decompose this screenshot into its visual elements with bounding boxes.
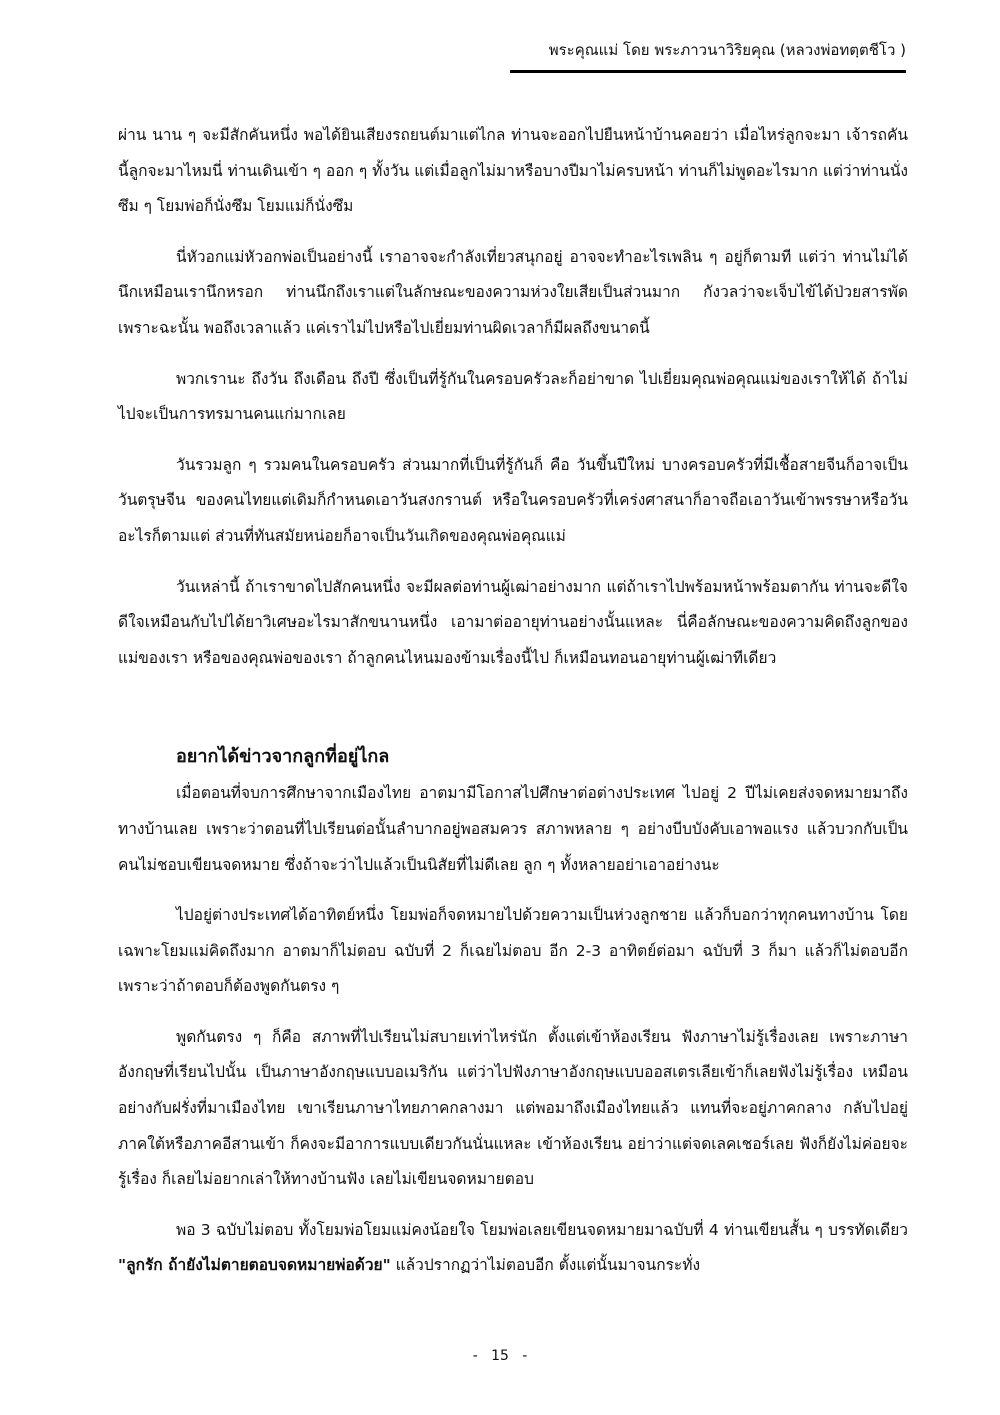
paragraph: นี่หัวอกแม่หัวอกพ่อเป็นอย่างนี้ เราอาจจะกำลังเที่ยวสนุกอยู่ อาจจะทำอะไรเพลิน ๆ อยู่ก็ตามที แต่ว่า ท่านไม่ได้นึกเหมือนเรานึกหรอก ท่านนึกถึงเราแต่ในลักษณะของความห่วงใยเสียเป็นส่วนมาก กังวลว่าจะเจ็บไข้ได้ป่วยสารพัด เพราะฉะนั้น พอถึงเวลาแล้ว แค่เราไม่ไปหรือไปเยี่ยมท่านผิดเวลาก็มีผลถึงขนาดนี้ (118, 247, 908, 337)
paragraph: วันรวมลูก ๆ รวมคนในครอบครัว ส่วนมากที่เป็นที่รู้กันก็ คือ วันขึ้นปีใหม่ บางครอบครัวที่มีเชื้อสายจีนก็อาจเป็นวันตรุษจีน ของคนไทยแต่เดิมก็กำหนดเอาวันสงกรานต์ หรือในครอบครัวที่เคร่งศาสนาก็อาจถือเอาวันเข้าพรรษาหรือวันอะไรก็ตามแต่ ส่วนที่ทันสมัยหน่อยก็อาจเป็นวันเกิดของคุณพ่อคุณแม่ (118, 455, 908, 545)
header-rule (510, 70, 906, 73)
paragraph: พูดกันตรง ๆ ก็คือ สภาพที่ไปเรียนไม่สบายเท่าไหร่นัก ตั้งแต่เข้าห้องเรียน ฟังภาษาไม่รู้เรื่องเลย เพราะภาษาอังกฤษที่เรียนไปนั้น เป็นภาษาอังกฤษแบบอเมริกัน แต่ว่าไปฟังภาษาอังกฤษแบบออสเตรเลียเข้าก็เลยฟังไม่รู้เรื่อง เหมือนอย่างกับฝรั่งที่มาเมืองไทย เขาเรียนภาษาไทยภาคกลางมา แต่พอมาถึงเมืองไทยแล้ว แทนที่จะอยู่ภาคกลาง กลับไปอยู่ภาคใต้หรือภาคอีสานเข้า ก็คงจะมีอาการแบบเดียวกันนั่นแหละ เข้าห้องเรียน อย่าว่าแต่จดเลคเชอร์เลย ฟังก็ยังไม่ค่อยจะรู้เรื่อง ก็เลยไม่อยากเล่าให้ทางบ้านฟัง เลยไม่เขียนจดหมายตอบ (118, 1027, 908, 1189)
section-heading: อยากได้ข่าวจากลูกที่อยู่ไกล (176, 746, 390, 768)
bold-quote: "ลูกรัก ถ้ายังไม่ตายตอบจดหมายพ่อด้วย" (118, 1256, 391, 1275)
paragraph-text: พอ 3 ฉบับไม่ตอบ ทั้งโยมพ่อโยมแม่คงน้อยใจ โยมพ่อเลยเขียนจดหมายมาฉบับที่ 4 ท่านเขียนสั้น ๆ บรรทัดเดียว (176, 1220, 908, 1239)
page-body (118, 118, 908, 1299)
paragraph: วันเหล่านี้ ถ้าเราขาดไปสักคนหนึ่ง จะมีผลต่อท่านผู้เฒ่าอย่างมาก แต่ถ้าเราไปพร้อมหน้าพร้อมตากัน ท่านจะดีใจ ดีใจเหมือนกับไปได้ยาวิเศษอะไรมาสักขนานหนึ่ง เอามาต่ออายุท่านอย่างนั้นแหละ นี่คือลักษณะของความคิดถึงลูกของแม่ของเรา หรือของคุณพ่อของเรา ถ้าลูกคนไหนมองข้ามเรื่องนี้ไป ก็เหมือนทอนอายุท่านผู้เฒ่าทีเดียว (118, 577, 908, 667)
paragraph: พวกเรานะ ถึงวัน ถึงเดือน ถึงปี ซึ่งเป็นที่รู้กันในครอบครัวละก็อย่าขาด ไปเยี่ยมคุณพ่อคุณแม่ของเราให้ได้ ถ้าไม่ไปจะเป็นการทรมานคนแก่มากเลย (118, 369, 908, 424)
paragraph-with-quote (118, 1213, 908, 1284)
paragraph-continuation: ผ่าน นาน ๆ จะมีสักคันหนึ่ง พอได้ยินเสียงรถยนต์มาแต่ไกล ท่านจะออกไปยืนหน้าบ้านคอยว่า เมื่อไหร่ลูกจะมา เจ้ารถคันนี้ลูกจะมาไหมนี่ ท่านเดินเข้า ๆ ออก ๆ ทั้งวัน แต่เมื่อลูกไม่มาหรือบางปีมาไม่ครบหน้า ท่านก็ไม่พูดอะไรมาก แต่ว่าท่านนั่งซึม ๆ โยมพ่อก็นั่งซึม โยมแม่ก็นั่งซึม (118, 126, 908, 216)
paragraph: เมื่อตอนที่จบการศึกษาจากเมืองไทย อาตมามีโอกาสไปศึกษาต่อต่างประเทศ ไปอยู่ 2 ปีไม่เคยส่งจดหมายมาถึงทางบ้านเลย เพราะว่าตอนที่ไปเรียนต่อนั้นลำบากอยู่พอสมควร สภาพหลาย ๆ อย่างบีบบังคับเอาพอแรง แล้วบวกกับเป็นคนไม่ชอบเขียนจดหมาย ซึ่งถ้าจะว่าไปแล้วเป็นนิสัยที่ไม่ดีเลย ลูก ๆ ทั้งหลายอย่าเอาอย่างนะ (118, 784, 908, 874)
page-number: - 15 - (472, 1348, 528, 1364)
paragraph: ไปอยู่ต่างประเทศได้อาทิตย์หนึ่ง โยมพ่อก็จดหมายไปด้วยความเป็นห่วงลูกชาย แล้วก็บอกว่าทุกคนทางบ้าน โดยเฉพาะโยมแม่คิดถึงมาก อาตมาก็ไม่ตอบ ฉบับที่ 2 ก็เฉยไม่ตอบ อีก 2-3 อาทิตย์ต่อมา ฉบับที่ 3 ก็มา แล้วก็ไม่ตอบอีก เพราะว่าถ้าตอบก็ต้องพูดกันตรง ๆ (118, 906, 908, 996)
running-header: พระคุณแม่ โดย พระภาวนาวิริยคุณ (หลวงพ่อทตฺตชีโว ) (548, 41, 906, 59)
paragraph-text: แล้วปรากฏว่าไม่ตอบอีก ตั้งแต่นั้นมาจนกระทั่ง (390, 1256, 701, 1275)
